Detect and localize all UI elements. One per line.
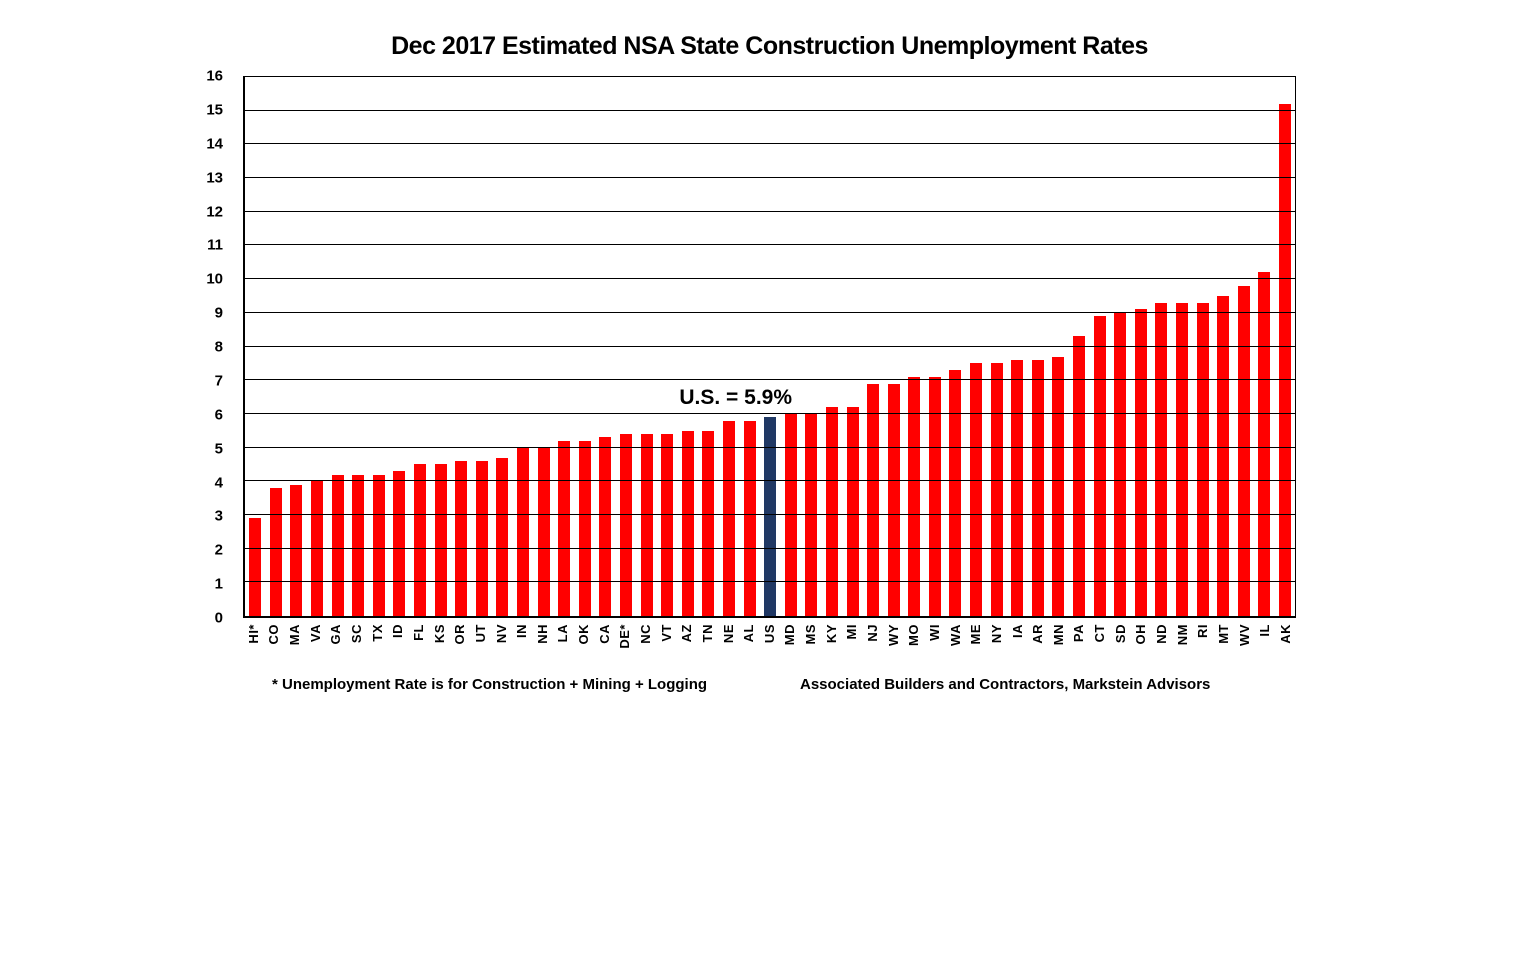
x-tick-label: OK: [576, 624, 592, 645]
x-tick-label: MA: [287, 624, 303, 646]
x-tick-label: TN: [699, 624, 715, 643]
bar-CO: [270, 488, 282, 616]
bar-IN: [517, 448, 529, 616]
bar-slot: [636, 77, 657, 616]
bar-slot: [657, 77, 678, 616]
x-tick-label: VA: [307, 624, 323, 643]
x-tick-RI: [1192, 624, 1213, 638]
x-tick-label: ME: [968, 624, 984, 645]
bar-slot: [513, 77, 534, 616]
bar-slot: [904, 77, 925, 616]
x-tick-label: MI: [844, 624, 860, 640]
x-tick-GA: [326, 624, 347, 645]
x-tick-label: SC: [349, 624, 365, 644]
y-tick-label-14: 14: [206, 135, 223, 153]
bar-slot: [925, 77, 946, 616]
bar-AR: [1032, 360, 1044, 616]
x-tick-label: PA: [1071, 624, 1087, 643]
bar-slot: [1192, 77, 1213, 616]
bar-NV: [496, 458, 508, 616]
x-tick-label: AL: [741, 624, 757, 643]
bar-KY: [826, 407, 838, 616]
bar-WY: [888, 384, 900, 616]
bar-slot: [1089, 77, 1110, 616]
x-tick-label: AR: [1030, 624, 1046, 644]
bar-WA: [949, 370, 961, 616]
bar-slot: [801, 77, 822, 616]
bar-slot: [780, 77, 801, 616]
x-tick-IL: [1254, 624, 1275, 637]
bar-MI: [847, 407, 859, 616]
bar-slot: [1110, 77, 1131, 616]
x-tick-label: NV: [493, 624, 509, 644]
x-tick-label: ND: [1154, 624, 1169, 644]
x-tick-AR: [1027, 624, 1048, 644]
x-tick-MS: [800, 624, 821, 645]
bar-NM: [1176, 303, 1188, 616]
x-tick-NJ: [862, 624, 883, 642]
us-rate-annotation: U.S. = 5.9%: [679, 386, 792, 409]
y-tick-label-0: 0: [214, 609, 223, 627]
x-tick-label: CA: [596, 624, 612, 644]
x-tick-VT: [656, 624, 677, 642]
bar-DE*: [620, 434, 632, 616]
bar-slot: [677, 77, 698, 616]
x-tick-label: MS: [803, 624, 819, 645]
footnote-source-attribution: Associated Builders and Contractors, Markstein Advisors: [800, 676, 1211, 693]
x-tick-label: IA: [1009, 624, 1025, 638]
bar-slot: [698, 77, 719, 616]
y-tick-label-1: 1: [214, 575, 223, 593]
bar-slot: [1069, 77, 1090, 616]
y-tick-label-16: 16: [206, 67, 223, 85]
x-tick-VA: [305, 624, 326, 642]
bar-slot: [739, 77, 760, 616]
x-tick-PA: [1069, 624, 1090, 642]
x-tick-label: MO: [906, 624, 922, 646]
x-tick-label: WA: [947, 624, 963, 646]
bar-slot: [389, 77, 410, 616]
bar-MN: [1052, 357, 1064, 616]
bar-slot: [327, 77, 348, 616]
bar-TX: [373, 475, 385, 616]
bar-IA: [1011, 360, 1023, 616]
x-tick-NH: [532, 624, 553, 644]
x-tick-label: WV: [1236, 624, 1252, 646]
x-tick-AZ: [676, 624, 697, 642]
bar-SD: [1114, 313, 1126, 616]
x-tick-label: LA: [555, 624, 571, 643]
bar-MS: [805, 414, 817, 616]
bar-slot: [430, 77, 451, 616]
bar-slot: [245, 77, 266, 616]
bar-AK: [1279, 104, 1291, 616]
bar-WV: [1238, 286, 1250, 616]
x-tick-label: UT: [472, 624, 488, 643]
bar-slot: [1151, 77, 1172, 616]
x-tick-label: NE: [720, 624, 736, 644]
x-tick-label: MD: [782, 624, 798, 646]
bar-slot: [719, 77, 740, 616]
bar-slot: [966, 77, 987, 616]
x-tick-label: NM: [1174, 624, 1190, 646]
bar-TN: [702, 431, 714, 616]
x-tick-WV: [1234, 624, 1255, 646]
x-tick-label: IL: [1257, 624, 1273, 637]
bar-slot: [945, 77, 966, 616]
x-tick-label: MN: [1050, 624, 1066, 646]
bar-IL: [1258, 272, 1270, 616]
bar-FL: [414, 464, 426, 616]
bar-slot: [1048, 77, 1069, 616]
bar-slot: [554, 77, 575, 616]
bar-AZ: [682, 431, 694, 616]
x-tick-LA: [553, 624, 574, 642]
bar-slot: [986, 77, 1007, 616]
x-tick-HI*: [243, 624, 264, 644]
x-tick-TN: [697, 624, 718, 642]
x-tick-OR: [449, 624, 470, 645]
x-tick-OH: [1131, 624, 1152, 645]
bar-OK: [579, 441, 591, 616]
bar-slot: [760, 77, 781, 616]
x-tick-MN: [1048, 624, 1069, 645]
y-tick-label-10: 10: [206, 270, 223, 288]
x-tick-label: NJ: [865, 624, 881, 642]
x-tick-AL: [738, 624, 759, 642]
bar-slot: [883, 77, 904, 616]
bar-OH: [1135, 309, 1147, 616]
x-tick-TX: [367, 624, 388, 642]
x-tick-MO: [904, 624, 925, 646]
x-tick-CT: [1089, 624, 1110, 642]
bar-VA: [311, 481, 323, 616]
bar-slot: [369, 77, 390, 616]
x-tick-MD: [780, 624, 801, 645]
x-tick-label: GA: [328, 624, 344, 645]
x-tick-ME: [965, 624, 986, 645]
x-tick-US: [759, 624, 780, 643]
bar-slot: [842, 77, 863, 616]
y-tick-label-4: 4: [214, 474, 223, 491]
x-tick-label: WI: [926, 624, 942, 641]
bar-MO: [908, 377, 920, 616]
x-tick-label: CT: [1092, 624, 1108, 643]
x-tick-label: HI*: [245, 624, 261, 644]
y-tick-label-8: 8: [214, 338, 223, 356]
x-tick-ID: [387, 624, 408, 638]
bar-CT: [1094, 316, 1106, 616]
y-tick-label-9: 9: [214, 304, 223, 322]
y-tick-label-6: 6: [214, 406, 223, 424]
bar-AL: [744, 421, 756, 616]
x-tick-CO: [264, 624, 285, 645]
x-tick-label: DE*: [617, 624, 633, 649]
x-tick-KY: [821, 624, 842, 643]
bar-slot: [1131, 77, 1152, 616]
x-tick-MT: [1213, 624, 1234, 644]
x-tick-CA: [594, 624, 615, 644]
bar-slot: [1172, 77, 1193, 616]
bar-SC: [352, 475, 364, 616]
bar-slot: [307, 77, 328, 616]
bar-slot: [1007, 77, 1028, 616]
x-tick-label: OR: [452, 624, 468, 645]
x-tick-NM: [1172, 624, 1193, 645]
bar-slot: [266, 77, 287, 616]
x-tick-WA: [945, 624, 966, 646]
bar-slot: [286, 77, 307, 616]
bar-NY: [991, 363, 1003, 616]
bar-KS: [435, 464, 447, 616]
chart-title: Dec 2017 Estimated NSA State Construction Unemployment Rates: [391, 32, 1148, 60]
bar-slot: [616, 77, 637, 616]
x-tick-IA: [1007, 624, 1028, 638]
bar-slot: [492, 77, 513, 616]
bar-GA: [332, 475, 344, 616]
bar-MD: [785, 414, 797, 616]
bar-NJ: [867, 384, 879, 616]
bar-LA: [558, 441, 570, 616]
x-tick-label: IN: [514, 624, 530, 638]
bar-slot: [410, 77, 431, 616]
x-tick-NE: [718, 624, 739, 643]
x-tick-MA: [284, 624, 305, 645]
x-tick-SD: [1110, 624, 1131, 643]
x-tick-label: NY: [988, 624, 1004, 644]
bar-RI: [1197, 303, 1209, 616]
x-axis: [243, 624, 1296, 676]
x-tick-label: ID: [390, 624, 406, 638]
y-tick-label-15: 15: [206, 101, 223, 119]
y-tick-label-7: 7: [214, 372, 223, 390]
bar-ME: [970, 363, 982, 616]
x-tick-label: RI: [1195, 624, 1211, 638]
bar-ID: [393, 471, 405, 616]
x-tick-SC: [346, 624, 367, 643]
bar-slot: [1213, 77, 1234, 616]
x-tick-label: SD: [1112, 624, 1128, 644]
bar-slot: [575, 77, 596, 616]
x-tick-UT: [470, 624, 491, 642]
bar-slot: [1028, 77, 1049, 616]
x-tick-label: KY: [823, 624, 839, 644]
bar-US: [764, 417, 776, 616]
bar-MA: [290, 485, 302, 616]
bar-slot: [1234, 77, 1255, 616]
x-tick-NC: [635, 624, 656, 644]
x-tick-label: FL: [410, 624, 426, 641]
bar-slot: [533, 77, 554, 616]
x-tick-AK: [1275, 624, 1296, 644]
x-tick-WI: [924, 624, 945, 641]
bar-slot: [451, 77, 472, 616]
footnote-construction-mining-logging: * Unemployment Rate is for Construction + Mining + Logging: [272, 676, 708, 693]
bar-NC: [641, 434, 653, 616]
bar-slot: [822, 77, 843, 616]
bar-slot: [1275, 77, 1296, 616]
plot-area: [243, 76, 1296, 618]
bar-NE: [723, 421, 735, 616]
bar-slot: [1254, 77, 1275, 616]
bar-MT: [1217, 296, 1229, 616]
y-tick-label-12: 12: [206, 203, 223, 220]
x-tick-WY: [883, 624, 904, 646]
bar-slot: [472, 77, 493, 616]
y-tick-label-3: 3: [214, 507, 223, 525]
x-tick-NV: [491, 624, 512, 643]
y-tick-label-5: 5: [214, 440, 223, 458]
x-tick-MI: [842, 624, 863, 639]
y-axis: [0, 67, 233, 627]
x-tick-label: TX: [369, 624, 385, 642]
x-tick-label: CO: [266, 624, 282, 645]
y-tick-label-11: 11: [207, 236, 223, 254]
x-tick-label: NH: [534, 624, 550, 644]
x-tick-label: AK: [1277, 624, 1293, 644]
bar-NH: [538, 448, 550, 616]
x-tick-KS: [429, 624, 450, 643]
x-tick-label: KS: [431, 624, 447, 644]
x-tick-label: MT: [1215, 624, 1231, 644]
y-tick-label-2: 2: [214, 541, 223, 559]
bar-slot: [348, 77, 369, 616]
bar-slot: [595, 77, 616, 616]
bar-ND: [1155, 303, 1167, 616]
x-tick-label: OH: [1133, 624, 1149, 645]
x-tick-IN: [511, 624, 532, 638]
bar-CA: [599, 437, 611, 616]
x-tick-ND: [1151, 624, 1172, 644]
bar-PA: [1073, 336, 1085, 616]
bars-container: [245, 77, 1295, 616]
x-tick-label: VT: [658, 624, 674, 642]
x-tick-label: WY: [885, 624, 901, 646]
bar-UT: [476, 461, 488, 616]
bar-OR: [455, 461, 467, 616]
bar-VT: [661, 434, 673, 616]
x-tick-OK: [573, 624, 594, 645]
y-tick-label-13: 13: [206, 169, 223, 187]
bar-WI: [929, 377, 941, 616]
x-tick-label: AZ: [679, 624, 695, 643]
x-tick-DE*: [615, 624, 636, 649]
x-tick-NY: [986, 624, 1007, 643]
bar-HI*: [249, 518, 261, 616]
x-tick-label: US: [761, 624, 777, 644]
x-tick-FL: [408, 624, 429, 641]
bar-slot: [863, 77, 884, 616]
x-tick-label: NC: [637, 624, 653, 644]
